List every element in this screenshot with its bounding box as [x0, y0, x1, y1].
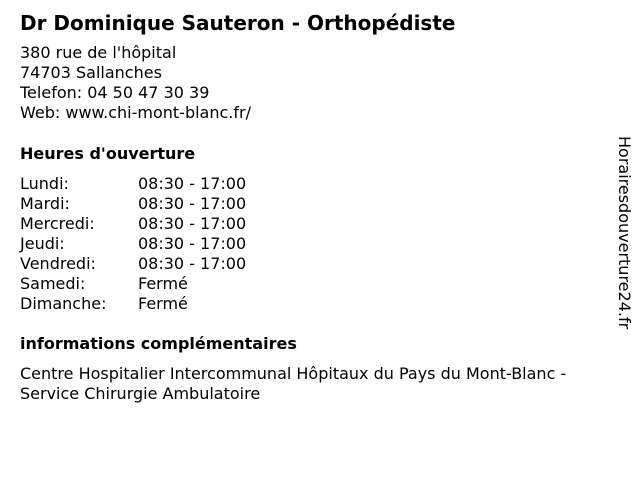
time-value: 08:30 - 17:00: [138, 194, 247, 213]
hours-row-tuesday: [20, 194, 320, 214]
time-value: 08:30 - 17:00: [138, 174, 247, 193]
opening-hours-heading: Heures d'ouverture: [20, 144, 196, 163]
day-label: Dimanche:: [20, 294, 107, 313]
hours-row-monday: [20, 174, 320, 194]
day-label: Lundi:: [20, 174, 69, 193]
additional-info-text: [20, 364, 566, 404]
time-value: Fermé: [138, 274, 188, 293]
time-value: Fermé: [138, 294, 188, 313]
day-label: Mardi:: [20, 194, 70, 213]
street-address: 380 rue de l'hôpital: [20, 43, 177, 62]
hours-row-thursday: [20, 234, 320, 254]
time-value: 08:30 - 17:00: [138, 254, 247, 273]
opening-hours-list: [20, 174, 320, 314]
info-line: Centre Hospitalier Intercommunal Hôpitaux du Pays du Mont-Blanc -: [20, 364, 567, 383]
city-postcode: 74703 Sallanches: [20, 63, 162, 82]
day-label: Samedi:: [20, 274, 86, 293]
page-title: Dr Dominique Sauteron - Orthopédiste: [20, 11, 456, 35]
website-link[interactable]: Web: www.chi-mont-blanc.fr/: [20, 103, 251, 122]
address-block: [20, 43, 251, 123]
day-label: Mercredi:: [20, 214, 95, 233]
day-label: Jeudi:: [20, 234, 65, 253]
hours-row-saturday: [20, 274, 320, 294]
day-label: Vendredi:: [20, 254, 96, 273]
additional-info-heading: informations complémentaires: [20, 334, 297, 353]
hours-row-sunday: [20, 294, 320, 314]
info-line: Service Chirurgie Ambulatoire: [20, 384, 261, 403]
hours-row-wednesday: [20, 214, 320, 234]
time-value: 08:30 - 17:00: [138, 234, 247, 253]
hours-row-friday: [20, 254, 320, 274]
phone-number: Telefon: 04 50 47 30 39: [20, 83, 210, 102]
site-watermark: Horairesdouverture24.fr: [615, 136, 634, 330]
time-value: 08:30 - 17:00: [138, 214, 247, 233]
